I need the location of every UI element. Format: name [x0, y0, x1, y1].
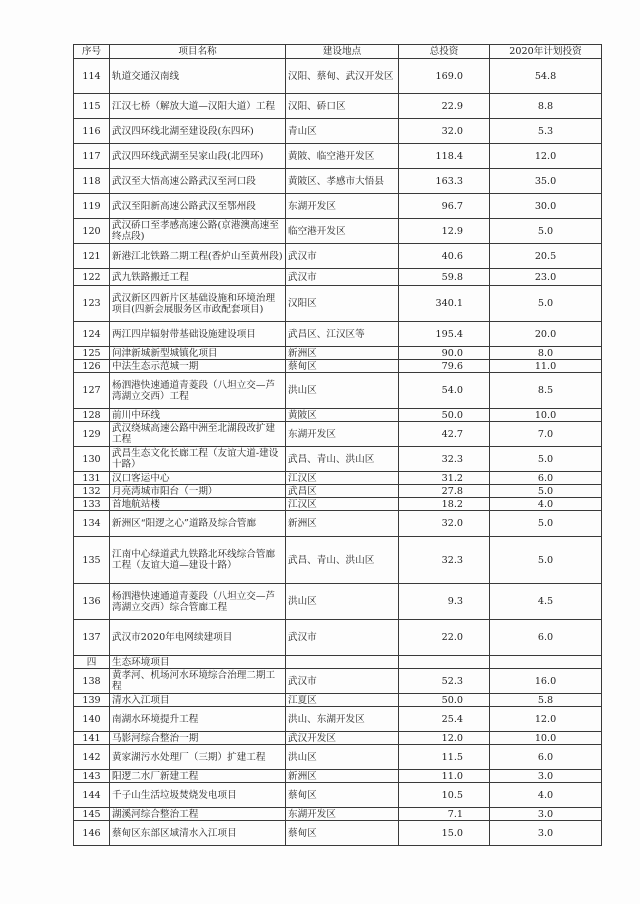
plan-investment-cell: 3.0 — [490, 808, 602, 821]
location-cell — [286, 656, 399, 669]
row-number: 127 — [74, 373, 110, 409]
project-name-cell: 武汉四环线武湖至吴家山段(北四环) — [110, 144, 286, 169]
plan-investment-cell: 10.0 — [490, 409, 602, 422]
location-cell: 武汉市 — [286, 620, 399, 656]
location-cell: 武汉市 — [286, 269, 399, 286]
total-investment-cell: 59.8 — [399, 269, 490, 286]
plan-investment-cell: 35.0 — [490, 169, 602, 194]
plan-investment-cell: 23.0 — [490, 269, 602, 286]
table-row — [74, 144, 602, 169]
plan-investment-cell: 5.0 — [490, 219, 602, 244]
row-number: 122 — [74, 269, 110, 286]
location-cell: 洪山区 — [286, 584, 399, 620]
table-header-row — [74, 45, 602, 59]
table-row — [74, 219, 602, 244]
row-number: 121 — [74, 244, 110, 269]
total-investment-cell: 31.2 — [399, 472, 490, 485]
row-number: 120 — [74, 219, 110, 244]
table-row — [74, 119, 602, 144]
table-row — [74, 707, 602, 732]
table-row — [74, 373, 602, 409]
plan-investment-cell: 54.8 — [490, 59, 602, 94]
row-number: 131 — [74, 472, 110, 485]
location-cell: 汉阳、硚口区 — [286, 94, 399, 119]
row-number: 133 — [74, 498, 110, 511]
location-cell: 新洲区 — [286, 770, 399, 783]
row-number: 135 — [74, 537, 110, 584]
project-name-cell: 杨泗港快速通道青菱段（八坦立交—芦湾湖立交西）综合管廊工程 — [110, 584, 286, 620]
row-number: 138 — [74, 669, 110, 694]
plan-investment-cell: 6.0 — [490, 472, 602, 485]
total-investment-cell: 40.6 — [399, 244, 490, 269]
location-cell: 青山区 — [286, 119, 399, 144]
location-cell: 洪山区 — [286, 373, 399, 409]
table-row — [74, 244, 602, 269]
plan-investment-cell: 4.5 — [490, 584, 602, 620]
table-row — [74, 511, 602, 537]
row-number: 116 — [74, 119, 110, 144]
row-number: 141 — [74, 732, 110, 745]
location-cell: 江汉区 — [286, 498, 399, 511]
project-name-cell: 武汉新区四新片区基础设施和环境治理项目(四新会展服务区市政配套项目) — [110, 286, 286, 322]
project-name-cell: 武九铁路搬迁工程 — [110, 269, 286, 286]
project-name-cell: 湖溪河综合整治工程 — [110, 808, 286, 821]
table-row — [74, 821, 602, 846]
total-investment-cell: 32.3 — [399, 537, 490, 584]
project-name-cell: 新洲区“阳逻之心”道路及综合管廊 — [110, 511, 286, 537]
header-location: 建设地点 — [286, 45, 399, 59]
project-name-cell: 黄孝河、机场河水环境综合治理二期工程 — [110, 669, 286, 694]
project-name-cell: 清水入江项目 — [110, 694, 286, 707]
project-name-cell: 武汉市2020年电网续建项目 — [110, 620, 286, 656]
total-investment-cell: 50.0 — [399, 694, 490, 707]
location-cell: 临空港开发区 — [286, 219, 399, 244]
total-investment-cell: 52.3 — [399, 669, 490, 694]
location-cell: 武汉市 — [286, 669, 399, 694]
total-investment-cell: 22.0 — [399, 620, 490, 656]
row-number: 134 — [74, 511, 110, 537]
plan-investment-cell: 8.0 — [490, 347, 602, 360]
location-cell: 洪山区 — [286, 745, 399, 770]
project-name-cell: 问津新城新型城镇化项目 — [110, 347, 286, 360]
plan-investment-cell: 8.8 — [490, 94, 602, 119]
plan-investment-cell: 5.8 — [490, 694, 602, 707]
section-row — [74, 656, 602, 669]
plan-investment-cell: 4.0 — [490, 498, 602, 511]
location-cell: 黄陂、临空港开发区 — [286, 144, 399, 169]
row-number: 145 — [74, 808, 110, 821]
table-row — [74, 59, 602, 94]
location-cell: 蔡甸区 — [286, 821, 399, 846]
total-investment-cell: 15.0 — [399, 821, 490, 846]
row-number: 117 — [74, 144, 110, 169]
total-investment-cell: 340.1 — [399, 286, 490, 322]
location-cell: 汉阳、蔡甸、武汉开发区 — [286, 59, 399, 94]
total-investment-cell: 90.0 — [399, 347, 490, 360]
table-row — [74, 447, 602, 472]
table-row — [74, 286, 602, 322]
total-investment-cell: 32.0 — [399, 119, 490, 144]
project-name-cell: 马影河综合整治一期 — [110, 732, 286, 745]
table-row — [74, 584, 602, 620]
row-number: 137 — [74, 620, 110, 656]
table-row — [74, 537, 602, 584]
plan-investment-cell: 12.0 — [490, 144, 602, 169]
total-investment-cell: 195.4 — [399, 322, 490, 347]
project-name-cell: 千子山生活垃圾焚烧发电项目 — [110, 783, 286, 808]
total-investment-cell: 22.9 — [399, 94, 490, 119]
plan-investment-cell: 8.5 — [490, 373, 602, 409]
table-row — [74, 269, 602, 286]
plan-investment-cell: 5.3 — [490, 119, 602, 144]
header-project-name: 项目名称 — [110, 45, 286, 59]
header-plan-2020: 2020年计划投资 — [490, 45, 602, 59]
total-investment-cell — [399, 656, 490, 669]
project-name-cell: 前川中环线 — [110, 409, 286, 422]
plan-investment-cell: 6.0 — [490, 745, 602, 770]
project-name-cell: 轨道交通汉南线 — [110, 59, 286, 94]
table-row — [74, 472, 602, 485]
location-cell: 东湖开发区 — [286, 808, 399, 821]
total-investment-cell: 18.2 — [399, 498, 490, 511]
project-name-cell: 武汉至阳新高速公路武汉至鄂州段 — [110, 194, 286, 219]
total-investment-cell: 79.6 — [399, 360, 490, 373]
location-cell: 东湖开发区 — [286, 422, 399, 447]
location-cell: 武昌、青山、洪山区 — [286, 447, 399, 472]
table-row — [74, 694, 602, 707]
location-cell: 江汉区 — [286, 472, 399, 485]
project-name-cell: 黄家湖污水处理厂（三期）扩建工程 — [110, 745, 286, 770]
table-row — [74, 422, 602, 447]
plan-investment-cell: 3.0 — [490, 821, 602, 846]
project-name-cell: 月亮湾城市阳台（一期） — [110, 485, 286, 498]
location-cell: 新洲区 — [286, 347, 399, 360]
row-number: 118 — [74, 169, 110, 194]
table-row — [74, 485, 602, 498]
project-name-cell: 武汉四环线北湖至建设段(东四环) — [110, 119, 286, 144]
table-body — [74, 59, 602, 846]
plan-investment-cell: 16.0 — [490, 669, 602, 694]
row-number: 四 — [74, 656, 110, 669]
total-investment-cell: 32.0 — [399, 511, 490, 537]
location-cell: 黄陂区、孝感市大悟县 — [286, 169, 399, 194]
project-name-cell: 两江四岸辐射带基础设施建设项目 — [110, 322, 286, 347]
project-name-cell: 武昌生态文化长廊工程（友谊大道-建设十路） — [110, 447, 286, 472]
total-investment-cell: 169.0 — [399, 59, 490, 94]
project-name-cell: 汉口客运中心 — [110, 472, 286, 485]
location-cell: 黄陂区 — [286, 409, 399, 422]
row-number: 125 — [74, 347, 110, 360]
table-row — [74, 620, 602, 656]
location-cell: 蔡甸区 — [286, 783, 399, 808]
total-investment-cell: 9.3 — [399, 584, 490, 620]
table-row — [74, 783, 602, 808]
total-investment-cell: 11.0 — [399, 770, 490, 783]
project-name-cell: 阳逻二水厂新建工程 — [110, 770, 286, 783]
row-number: 119 — [74, 194, 110, 219]
row-number: 129 — [74, 422, 110, 447]
location-cell: 洪山、东湖开发区 — [286, 707, 399, 732]
table-row — [74, 732, 602, 745]
row-number: 130 — [74, 447, 110, 472]
table-row — [74, 94, 602, 119]
table-row — [74, 347, 602, 360]
plan-investment-cell: 7.0 — [490, 422, 602, 447]
project-name-cell: 中法生态示范城一期 — [110, 360, 286, 373]
row-number: 126 — [74, 360, 110, 373]
total-investment-cell: 10.5 — [399, 783, 490, 808]
project-name-cell: 武汉至大悟高速公路武汉至河口段 — [110, 169, 286, 194]
row-number: 146 — [74, 821, 110, 846]
row-number: 128 — [74, 409, 110, 422]
project-name-cell: 江南中心绿道武九铁路北环线综合管廊工程（友谊大道—建设十路） — [110, 537, 286, 584]
plan-investment-cell: 30.0 — [490, 194, 602, 219]
plan-investment-cell: 3.0 — [490, 770, 602, 783]
row-number: 114 — [74, 59, 110, 94]
plan-investment-cell: 20.0 — [490, 322, 602, 347]
plan-investment-cell: 5.0 — [490, 447, 602, 472]
row-number: 142 — [74, 745, 110, 770]
project-name-cell: 首地航站楼 — [110, 498, 286, 511]
row-number: 144 — [74, 783, 110, 808]
total-investment-cell: 50.0 — [399, 409, 490, 422]
table-row — [74, 360, 602, 373]
header-no: 序号 — [74, 45, 110, 59]
row-number: 124 — [74, 322, 110, 347]
location-cell: 武昌区 — [286, 485, 399, 498]
project-name-cell: 武汉绕城高速公路中洲至北湖段改扩建工程 — [110, 422, 286, 447]
total-investment-cell: 12.9 — [399, 219, 490, 244]
row-number: 123 — [74, 286, 110, 322]
location-cell: 武汉市 — [286, 244, 399, 269]
header-total-investment: 总投资 — [399, 45, 490, 59]
table-row — [74, 745, 602, 770]
total-investment-cell: 96.7 — [399, 194, 490, 219]
plan-investment-cell: 11.0 — [490, 360, 602, 373]
row-number: 140 — [74, 707, 110, 732]
total-investment-cell: 11.5 — [399, 745, 490, 770]
plan-investment-cell: 20.5 — [490, 244, 602, 269]
table-row — [74, 808, 602, 821]
total-investment-cell: 163.3 — [399, 169, 490, 194]
plan-investment-cell: 4.0 — [490, 783, 602, 808]
total-investment-cell: 25.4 — [399, 707, 490, 732]
total-investment-cell: 27.8 — [399, 485, 490, 498]
table-row — [74, 498, 602, 511]
table-row — [74, 322, 602, 347]
total-investment-cell: 7.1 — [399, 808, 490, 821]
plan-investment-cell: 10.0 — [490, 732, 602, 745]
plan-investment-cell: 5.0 — [490, 537, 602, 584]
plan-investment-cell — [490, 656, 602, 669]
project-name-cell: 生态环境项目 — [110, 656, 286, 669]
plan-investment-cell: 5.0 — [490, 286, 602, 322]
table-row — [74, 194, 602, 219]
table-row — [74, 169, 602, 194]
investment-table — [73, 44, 602, 846]
project-name-cell: 蔡甸区东部区域清水入江项目 — [110, 821, 286, 846]
location-cell: 武昌、青山、洪山区 — [286, 537, 399, 584]
total-investment-cell: 32.3 — [399, 447, 490, 472]
plan-investment-cell: 6.0 — [490, 620, 602, 656]
row-number: 136 — [74, 584, 110, 620]
row-number: 143 — [74, 770, 110, 783]
total-investment-cell: 118.4 — [399, 144, 490, 169]
project-name-cell: 南湖水环境提升工程 — [110, 707, 286, 732]
row-number: 139 — [74, 694, 110, 707]
project-name-cell: 江汉七桥（解放大道—汉阳大道）工程 — [110, 94, 286, 119]
table-row — [74, 409, 602, 422]
row-number: 115 — [74, 94, 110, 119]
row-number: 132 — [74, 485, 110, 498]
table-row — [74, 669, 602, 694]
table-row — [74, 770, 602, 783]
location-cell: 新洲区 — [286, 511, 399, 537]
plan-investment-cell: 5.0 — [490, 485, 602, 498]
location-cell: 武汉开发区 — [286, 732, 399, 745]
total-investment-cell: 42.7 — [399, 422, 490, 447]
location-cell: 汉阳区 — [286, 286, 399, 322]
plan-investment-cell: 12.0 — [490, 707, 602, 732]
location-cell: 武昌区、江汉区等 — [286, 322, 399, 347]
total-investment-cell: 54.0 — [399, 373, 490, 409]
location-cell: 蔡甸区 — [286, 360, 399, 373]
location-cell: 江夏区 — [286, 694, 399, 707]
plan-investment-cell: 5.0 — [490, 511, 602, 537]
location-cell: 东湖开发区 — [286, 194, 399, 219]
project-name-cell: 武汉硚口至孝感高速公路(京港澳高速至终点段) — [110, 219, 286, 244]
project-name-cell: 杨泗港快速通道青菱段（八坦立交—芦湾湖立交西）工程 — [110, 373, 286, 409]
total-investment-cell: 12.0 — [399, 732, 490, 745]
project-name-cell: 新港江北铁路二期工程(香炉山至黄州段) — [110, 244, 286, 269]
